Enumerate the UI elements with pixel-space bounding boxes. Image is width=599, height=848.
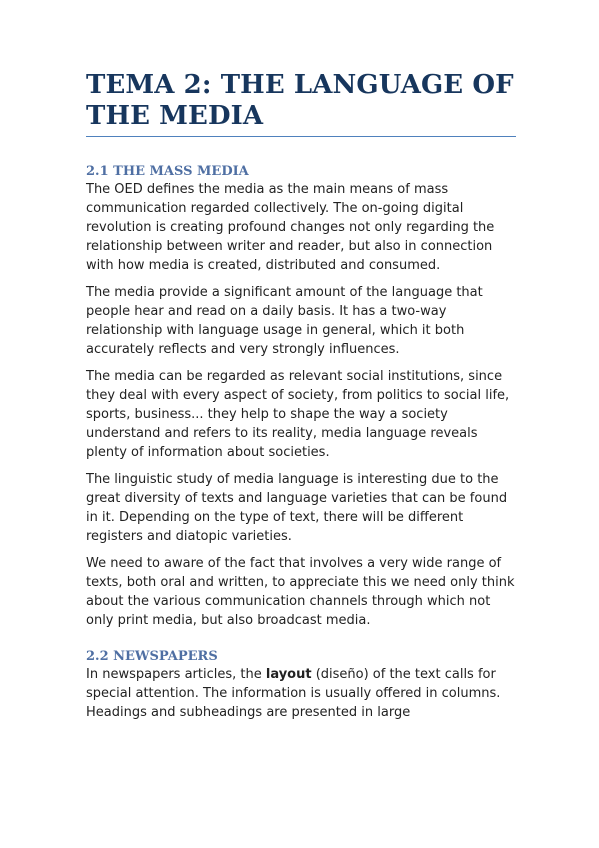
- paragraph: The linguistic study of media language is interesting due to the great diversity of texts and language varieties that can be found in it. Depending on the type of text, there will be different registers and diatopic varieties.: [86, 472, 508, 544]
- paragraph: We need to aware of the fact that involves a very wide range of texts, both oral and written, to appreciate this we need only think about the various communication channels through which not only print media, but also broadcast media.: [86, 556, 515, 628]
- paragraph-text: (diseño) of the text calls for special attention. The information is usually offered in columns. Headings and subheadings are presented in large: [86, 667, 501, 720]
- section-heading-newspapers: 2.2 NEWSPAPERS: [86, 649, 218, 664]
- paragraph: [86, 665, 516, 722]
- section-heading-mass-media: 2.1 THE MASS MEDIA: [86, 164, 249, 179]
- document-title: TEMA 2: THE LANGUAGE OF THE MEDIA: [86, 70, 516, 137]
- paragraph-text: In newspapers articles, the: [86, 667, 266, 682]
- paragraph: The media provide a significant amount of the language that people hear and read on a daily basis. It has a two-way relationship with language usage in general, which it both accurately reflects and very strongly influences.: [86, 285, 483, 357]
- bold-term-layout: layout: [265, 667, 312, 682]
- document-content: [86, 70, 516, 722]
- paragraph: The OED defines the media as the main means of mass communication regarded collectively. The on-going digital revolution is creating profound changes not only regarding the relationship between writer and reader, but also in connection with how media is created, distributed and consumed.: [86, 182, 495, 273]
- paragraph: The media can be regarded as relevant social institutions, since they deal with every aspect of society, from politics to social life, sports, business... they help to shape the way a society understand and refers to its reality, media language reveals plenty of information about societies.: [86, 369, 510, 460]
